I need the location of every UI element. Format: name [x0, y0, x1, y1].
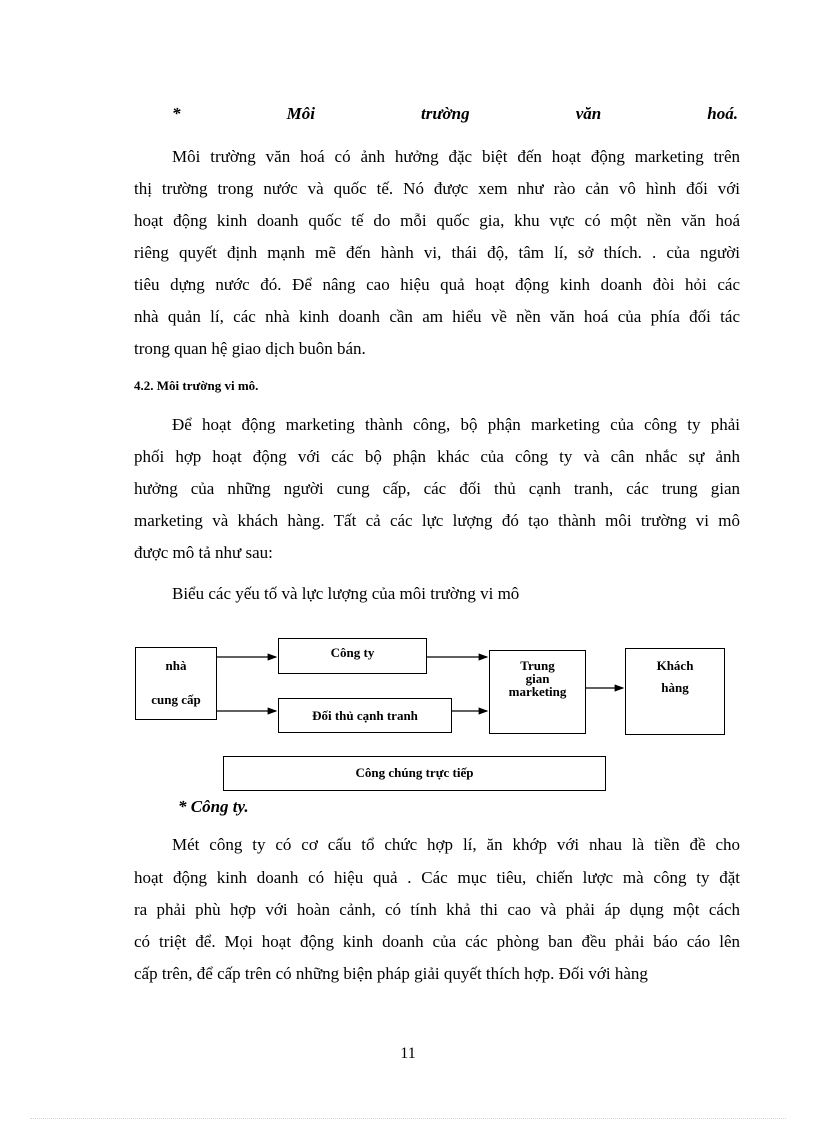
- text-line: nhà quản lí, các nhà kinh doanh cần am hiểu về nền văn hoá của phía đối tác: [134, 307, 740, 326]
- customer-label: [626, 655, 724, 699]
- text-line: hưởng của những người cung cấp, các đối thủ cạnh tranh, các trung gian: [134, 479, 740, 498]
- company-label: Công ty: [330, 645, 375, 660]
- supplier-box: [135, 647, 217, 720]
- supplier-label-1: nhà: [165, 658, 187, 673]
- intermediary-box: [489, 650, 586, 734]
- text-line: hoạt động kinh doanh quốc tế do mỗi quốc gia, khu vực có một nền văn hoá: [134, 211, 740, 230]
- intermediary-label-line: marketing: [508, 684, 567, 699]
- text-line: hoạt động kinh doanh có hiệu quả . Các mục tiêu, chiến lược mà công ty đặt: [134, 868, 740, 887]
- text-line: cấp trên, để cấp trên có những biện pháp giải quyết thích hợp. Đối với hàng: [134, 964, 648, 983]
- heading-culture-word: văn: [575, 104, 602, 123]
- text-line: thị trường trong nước và quốc tế. Nó được xem như rào cản vô hình đối với: [134, 179, 740, 198]
- public-label: Công chúng trực tiếp: [355, 765, 474, 780]
- heading-4-2: 4.2. Môi trường vi mô.: [134, 378, 259, 393]
- text-line: marketing và khách hàng. Tất cả các lực lượng đó tạo thành môi trường vi mô: [134, 511, 740, 530]
- heading-company: * Công ty.: [178, 797, 249, 816]
- page-number: 11: [400, 1045, 416, 1062]
- supplier-label-2: cung cấp: [151, 692, 201, 707]
- text-line: có triệt để. Mọi hoạt động kinh doanh của các phòng ban đều phải báo cáo lên: [134, 932, 740, 951]
- customer-label-line: hàng: [661, 680, 689, 695]
- intermediary-label-line: gian: [525, 671, 550, 686]
- text-line: được mô tả như sau:: [134, 543, 273, 562]
- diagram-caption: Biểu các yếu tố và lực lượng của môi trường vi mô: [172, 584, 520, 603]
- heading-culture-word: hoá.: [707, 104, 738, 123]
- heading-culture-word: Môi: [286, 104, 315, 123]
- company-box: [278, 638, 427, 674]
- intermediary-label-line: Trung: [520, 658, 555, 673]
- text-line: Để hoạt động marketing thành công, bộ phận marketing của công ty phải: [172, 415, 740, 434]
- customer-label-line: Khách: [656, 658, 694, 673]
- text-line: trong quan hệ giao dịch buôn bán.: [134, 339, 366, 358]
- public-box: [223, 756, 606, 791]
- page-bottom-rule: [30, 1118, 786, 1119]
- text-line: ra phải phù hợp với hoàn cảnh, có tính khả thi cao và phải áp dụng một cách: [134, 900, 740, 919]
- text-line: Mét công ty có cơ cấu tổ chức hợp lí, ăn khớp với nhau là tiền đề cho: [172, 835, 740, 854]
- intermediary-label: [490, 659, 585, 698]
- customer-box: [625, 648, 725, 735]
- text-line: riêng quyết định mạnh mẽ đến hành vi, thái độ, tâm lí, sở thích. . của người: [134, 243, 740, 262]
- text-line: Môi trường văn hoá có ảnh hưởng đặc biệt đến hoạt động marketing trên: [172, 147, 740, 166]
- competitor-box: [278, 698, 452, 733]
- competitor-label: Đối thủ cạnh tranh: [312, 708, 418, 723]
- text-line: phối hợp hoạt động với các bộ phận khác của công ty và cân nhắc sự ảnh: [134, 447, 740, 466]
- heading-culture-word: *: [172, 104, 181, 123]
- text-line: tiêu dựng nước đó. Để nâng cao hiệu quả hoạt động kinh doanh đòi hỏi các: [134, 275, 740, 294]
- heading-culture-word: trường: [421, 104, 470, 123]
